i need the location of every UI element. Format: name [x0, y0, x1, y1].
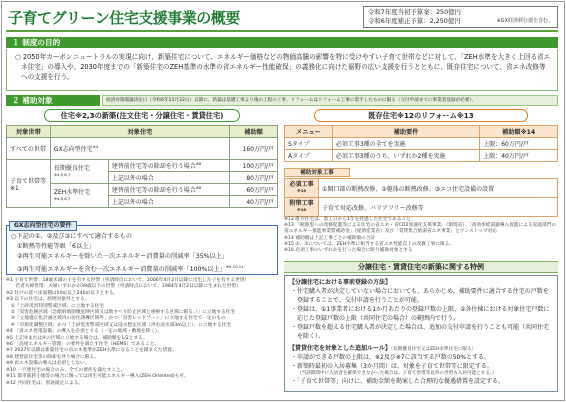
table-row [285, 198, 558, 217]
section-1-body: ○ 2050年カーボンニュートラルの実現に向け、新築住宅について、エネルギー価格などの物価高騰の影響を特に受けやすい子育て世帯などに対して、「ZEH水準を大きく上回る省エネ住宅」の導入や、2030年度までの「新築住宅のZEH基準の水準の省エネルギー性能確保」の義務化に向けた裾野の広い支援を行うとともに、既存住宅について、省エネ改修等への支援を行う。 [6, 49, 558, 91]
col-header-house: 対象住宅 [50, 126, 229, 138]
cell-work-text: ①開口部の断熱改修、②躯体の断熱改修、③エコ住宅設備の設置 [319, 179, 558, 198]
footnote: 若者夫婦世帯：夫婦いずれかが39歳以下の世帯（申請時点において、1984年4月2日以降に生まれた世帯） [6, 284, 241, 290]
footnote: ※11 都市部狭小地等の場合に限っては再生可能エネルギー導入(ZEH Oriented)も可。 [6, 374, 189, 380]
presale-rule: ・登録戸数を超える住宅購入者が決定した場合は、追加の交付申請を行うことも可能（共同住宅を除く）。 [291, 324, 550, 340]
renovation-table [284, 125, 558, 162]
col-header-amount: 補助額※14 [480, 126, 558, 138]
cell-menu: Aタイプ [285, 150, 333, 162]
footnote: ※15 ①、②については、ZEH水準に相当する省エネ性能以上の改修工事に限る。 [284, 241, 455, 247]
footnote: ※7 2027年以降は新築住宅の省エネ基準がZEH水準になることを踏まえた措置。 [6, 348, 177, 354]
rental-rule: ・申請ができる戸数の上限は、※2及び※7に該当する戸数の50%とする。 [291, 354, 491, 361]
budget-line-1: 令和7年度当初予算案：250億円 [368, 8, 461, 16]
title-underline [6, 30, 558, 32]
footnote: ※12 共同住宅は、別途規定による。 [6, 380, 84, 386]
table-row [285, 138, 558, 150]
cell-work-label: 附帯工事$^{※16}$ [285, 198, 319, 217]
footnote: ※2 住戸の延べ床面積は50㎡以上240㎡以下とする。 [6, 290, 119, 296]
cell-requirement: 必須工事3種のうち、いずれか2種を実施 [332, 150, 479, 162]
new-construction-table [6, 125, 278, 208]
footnote: ※16 必須工事のいずれかを行った場合に限り補助対象とする [284, 248, 413, 254]
cell-work-text: 子育て対応改修、バリアフリー改修等 [319, 198, 558, 217]
renovation-footnotes [284, 217, 558, 254]
cell-amount: 上限：40万円/戸 [480, 150, 558, 162]
footnote: ※14 補助額は上記工事ごとの補助額の合計 [284, 235, 376, 241]
rental-rule: ・新築時最初の入居募集（3か月間）は、対象を子育て世帯等に限定する。 [291, 363, 493, 370]
cell-amount: 80万円/戸 [230, 172, 278, 184]
table-row [285, 150, 558, 162]
rental-rule-footnote: （当該期間中に入居者を確保できなかった場合は、子育て世帯等以外の世帯も入居可能とする。） [297, 371, 497, 376]
footnote: ※3 以下の住宅は、原則対象外とする。 [6, 297, 90, 303]
gx-req-line: ②再生可能エネルギーを除いた一次エネルギー消費量の削減率「35%以上」 [17, 253, 229, 260]
gx-req-line: ③再生可能エネルギーを含む一次エネルギー消費量の削減率「100%以上」$^{※9,10,11}$ [17, 264, 244, 274]
cell-requirement: 必須工事3種の全てを実施 [332, 138, 479, 150]
cell-detail: 上記以外の場合 [108, 172, 229, 184]
new-construction-heading: 住宅※2,3の新築(注文住宅・分譲住宅・賃貸住宅) [44, 109, 240, 122]
section-1-heading: １ 制度の目的 [6, 37, 558, 48]
budget-line-2: 令和6年度補正予算：2,250億円 [368, 17, 461, 25]
page-title: 子育てグリーン住宅支援事業の概要 [8, 9, 240, 27]
col-header-menu: メニュー [285, 126, 333, 138]
footnote: ※6 「高度エネルギー管理」の要件を満たす住宅（HEMS）であること。 [6, 342, 160, 348]
special-rules-heading: 分譲住宅・賃貸住宅の新築に関する特例 [284, 261, 558, 273]
rental-rules-heading: 【賃貸住宅を対象とした追加ルール】 [289, 345, 391, 352]
cell-household: 子育て世帯等※1 [7, 160, 51, 208]
gx-requirements-box [6, 222, 278, 275]
footnote: ①「土砂災害特別警戒区域」に立地する住宅 [6, 303, 104, 309]
cell-house: 長期優良住宅 $^{※4,5,6,7}$ [50, 160, 108, 184]
cell-amount: 上限：60万円/戸 [480, 138, 558, 150]
col-header-amount: 補助額 [230, 126, 278, 138]
cell-detail: 上記以外の場合 [108, 196, 229, 208]
footnote: ②「災害危険区域（急傾斜地崩壊危険区域又は地すべり防止区域と重複する区域に限る。）」に立地する住宅 [6, 310, 236, 316]
footnote: ④「市街化調整区域」かつ「土砂災害警戒区域又は浸水想定区域（洪水浸水深3m以上）」に立地する住宅 [6, 322, 232, 328]
rental-rule: ・「子育て世帯等」向けに、補助金額を勘案した合理的な優遇措置を設定する。 [291, 378, 505, 385]
presale-rule: ・登録は、①1事業者における1か月あたりの登録戸数の上限、②各住棟における対象住宅戸数に応じた登録戸数の上限（共同住宅の場合）の範囲内で行う。 [291, 306, 550, 322]
gx-req-line: ○下記の①、②及び③にすべて適合するもの [11, 233, 132, 240]
rental-rules-heading-note: （長期優良住宅又はZEH水準住宅に限る） [390, 347, 477, 352]
gx-requirements-heading: GX志向型住宅の要件 [9, 221, 77, 231]
budget-box [363, 6, 558, 28]
new-construction-panel [6, 109, 278, 392]
cell-house: ZEH水準住宅 $^{※4,5,6,7}$ [50, 184, 108, 208]
footnote: ※8 建替前住宅等の除却を伴う場合に限る。 [6, 354, 99, 360]
table-header-row [285, 126, 558, 138]
col-header-requirement: 補助要件 [332, 126, 479, 138]
presale-rule: ・住宅購入者が決定していない場合においても、あらかじめ、補助要件に適合する住宅の戸数を登録することで、交付申請を行うことが可能。 [291, 288, 549, 304]
table-row [7, 160, 278, 172]
rental-rules-heading-row [289, 344, 553, 353]
presale-rules-heading: 【分譲住宅における事前登録の方法】 [289, 279, 392, 286]
gx-req-line: ①断熱等性能等級「6以上」 [17, 243, 95, 250]
budget-note: ※GX経済移行債を含む。 [496, 18, 553, 24]
footnote: ※5 上記③または④の区域に立地する場合は、補助額を1/2とする。 [6, 335, 148, 341]
special-rules-box [284, 275, 558, 392]
works-heading: 補助対象工事 [284, 168, 350, 177]
footnote: ※12 既存住宅は、着工日から1年を経過した住宅であること [284, 217, 411, 222]
table-row [7, 138, 278, 160]
section-2-heading: ２ 補助対象 [6, 95, 100, 106]
footnote: ※1 子育て世帯：18歳未満の子を有する世帯（申請時点において、2006年4月2日以降に出生した子を有する世帯） [6, 278, 250, 283]
section-2-note: 経済対策閣議決定日（令和6年11月22日）以降に、新築は基礎工事より後の工程の工事、リフォームはリフォーム工事に着手したものに限る（交付申請までに事業者登録が必要）。 [102, 95, 558, 106]
table-header-row [7, 126, 278, 138]
col-header-household: 対象世帯 [7, 126, 51, 138]
footnote: ③「立地適正化計画区域内の居住誘導区域外」かつ「災害レッドゾーン」に立地する住宅で一定のもの [6, 316, 226, 322]
new-construction-footnotes [6, 278, 278, 387]
cell-amount: 160万円/戸 [230, 138, 278, 160]
renovation-panel [284, 109, 558, 392]
cell-work-label: 必須工事$^{※15}$ [285, 179, 319, 198]
cell-amount: 60万円/戸 [230, 184, 278, 196]
footnote: ※10 一戸建住宅の場合のみ、全ての要件を満たすこと。 [6, 367, 126, 373]
cell-detail: 建替前住宅等の除却を行う場合$^{※8}$ [108, 160, 229, 172]
cell-amount: 40万円/戸 [230, 196, 278, 208]
renovation-heading: 既存住宅※12のリフォーム※13 [314, 109, 528, 122]
cell-amount: 100万円/戸 [230, 160, 278, 172]
cell-detail: 建替前住宅等の除却を行う場合$^{※8}$ [108, 184, 229, 196]
table-row [285, 179, 558, 198]
cell-household: すべての世帯 [7, 138, 51, 160]
cell-house: GX志向型住宅$^{※4}$ [50, 138, 229, 160]
cell-menu: Sタイプ [285, 138, 333, 150]
works-table [284, 178, 558, 217]
footnote: ※4 「再エネ発電設備」の導入を必須とする（一定の地域・敷地を除く）。 [6, 329, 163, 335]
footnote: ※9 再エネ設備の導入は必須としない。 [6, 361, 90, 367]
footnote: ※13 「断熱窓への改修促進等による住宅の省エネ・省CO2加速化支援事業」（環境省）、「高効率給湯器導入促進による家庭部門の省エネルギー推進事業費補助金」（経済産業省）及び「賃貸集合給湯省エネ事業」とワンストップ対応 [284, 223, 557, 235]
